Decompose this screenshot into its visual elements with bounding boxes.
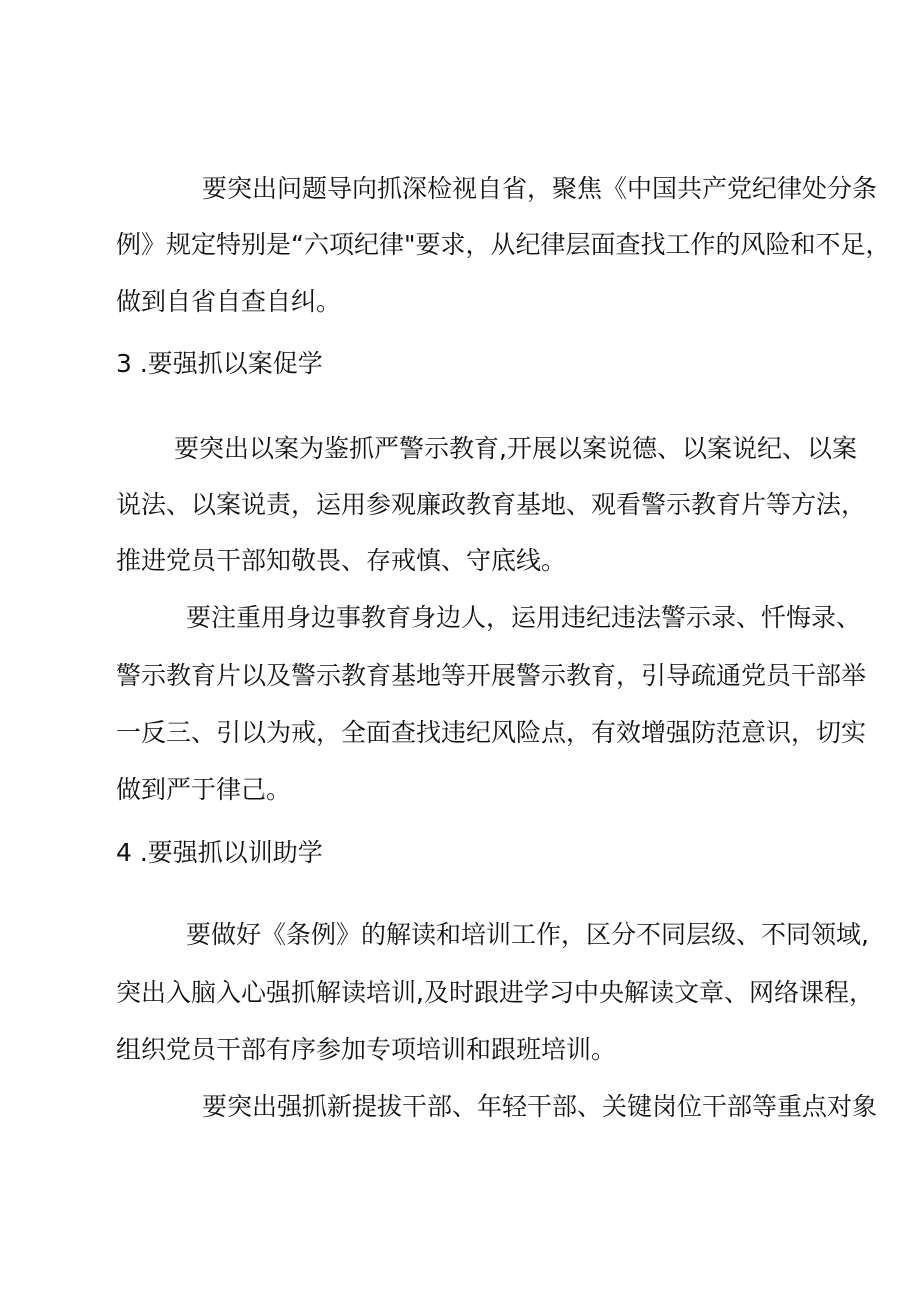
paragraph-3-line-1: 要注重用身边事教育身边人，运用违纪违法警示录、忏悔录、 [186,603,862,632]
paragraph-3-line-4: 做到严于律己。 [116,775,292,804]
paragraph-4-line-1: 要做好《条例》的解读和培训工作，区分不同层级、不同领域, [186,920,869,949]
section-heading-4: 4 .要强抓以训助学 [116,838,323,867]
paragraph-1-line-3: 做到自省自查自纠。 [116,287,342,316]
section-heading-3: 3 .要强抓以案促学 [116,349,323,378]
paragraph-1-line-2: 例》规定特别是“六项纪律"要求，从纪律层面查找工作的风险和不足， [116,230,891,259]
paragraph-4-line-3: 组织党员干部有序参加专项培训和跟班培训。 [116,1035,617,1064]
paragraph-3-line-3: 一反三、引以为戒，全面查找违纪风险点，有效增强防范意识，切实 [116,718,867,747]
paragraph-1-line-1: 要突出问题导向抓深检视自省，聚焦《中国共产党纪律处分条 [202,174,878,203]
paragraph-2-line-2: 说法、以案说责，运用参观廉政教育基地、观看警示教育片等方法， [116,490,867,519]
paragraph-3-line-2: 警示教育片以及警示教育基地等开展警示教育，引导疏通党员干部举 [116,661,867,690]
paragraph-2-line-1: 要突出以案为鉴抓严警示教育,开展以案说德、以案说纪、以案 [174,434,857,463]
paragraph-5-line-1: 要突出强抓新提拔干部、年轻干部、关键岗位干部等重点对象 [202,1092,878,1121]
paragraph-4-line-2: 突出入脑入心强抓解读培训,及时跟进学习中央解读文章、网络课程， [116,978,874,1007]
paragraph-2-line-3: 推进党员干部知敬畏、存戒慎、守底线。 [116,546,567,575]
